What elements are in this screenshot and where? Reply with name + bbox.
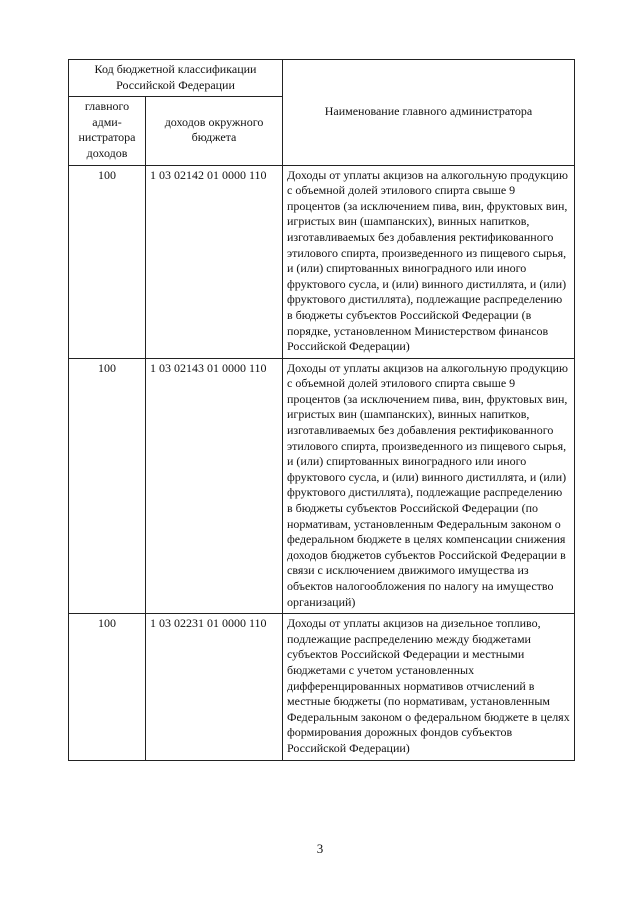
table-row <box>69 358 575 614</box>
admin-code-cell: 100 <box>69 358 146 614</box>
table-row <box>69 614 575 760</box>
page-number: 3 <box>316 841 324 856</box>
budget-classification-table <box>68 59 575 761</box>
income-code-cell: 1 03 02143 01 0000 110 <box>146 358 283 614</box>
admin-code-cell: 100 <box>69 614 146 760</box>
header-row-1 <box>69 60 575 97</box>
header-income-column: доходов окружного бюджета <box>146 97 283 165</box>
table-row <box>69 165 575 358</box>
admin-code-cell: 100 <box>69 165 146 358</box>
header-admin-column: главного адми-нистратора доходов <box>69 97 146 165</box>
header-code-group: Код бюджетной классификации Российской Федерации <box>69 60 283 97</box>
income-code-cell: 1 03 02142 01 0000 110 <box>146 165 283 358</box>
income-name-cell: Доходы от уплаты акцизов на алкогольную продукцию с объемной долей этилового спирта свыше 9 процентов (за исключением пива, вин, фруктовых вин, игристых вин (шампанских), винных напитков, изготавливаемых без добавления ректификованного этилового спирта, произведенного из пищевого сырья, и (или) спиртованных виноградного или иного фруктового сусла, и (или) винного дистиллята, и (или) фруктового дистиллята), подлежащие распределению в бюджеты субъектов Российской Федерации (по нормативам, установленным Федеральным законом о федеральном бюджете в целях компенсации снижения доходов бюджетов субъектов Российской Федерации в связи с исключением движимого имущества из объектов налогообложения по налогу на имущество организаций) <box>283 358 575 614</box>
income-name-cell: Доходы от уплаты акцизов на дизельное топливо, подлежащие распределению между бюджетами субъектов Российской Федерации и местными бюджетами с учетом установленных дифференцированных нормативов отчислений в местные бюджеты (по нормативам, установленным Федеральным законом о федеральном бюджете в целях формирования дорожных фондов субъектов Российской Федерации) <box>283 614 575 760</box>
income-name-cell: Доходы от уплаты акцизов на алкогольную продукцию с объемной долей этилового спирта свыше 9 процентов (за исключением пива, вин, фруктовых вин, игристых вин (шампанских), винных напитков, изготавливаемых без добавления ректификованного этилового спирта, произведенного из пищевого сырья, и (или) спиртованных виноградного или иного фруктового сусла, и (или) винного дистиллята, и (или) фруктового дистиллята), подлежащие распределению в бюджеты субъектов Российской Федерации (в порядке, установленном Министерством финансов Российской Федерации) <box>283 165 575 358</box>
header-name-column: Наименование главного администратора <box>283 60 575 166</box>
income-code-cell: 1 03 02231 01 0000 110 <box>146 614 283 760</box>
